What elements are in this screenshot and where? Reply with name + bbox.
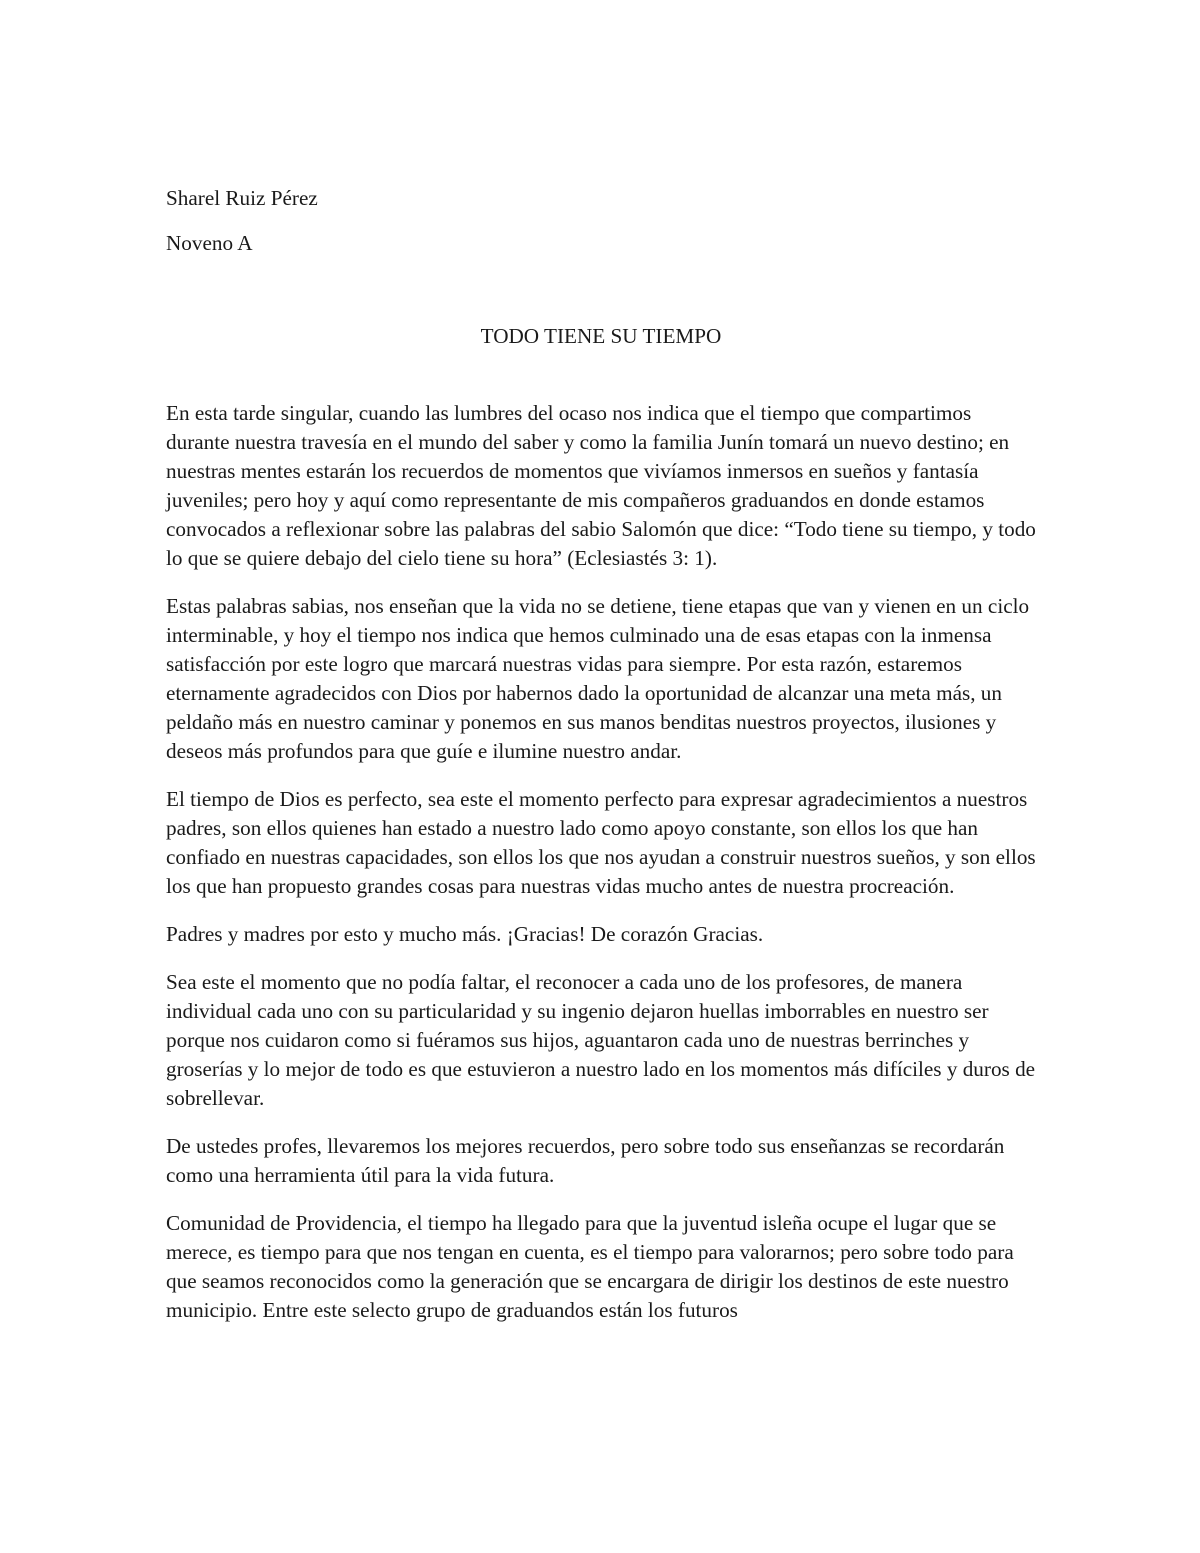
- paragraph: Estas palabras sabias, nos enseñan que la vida no se detiene, tiene etapas que van y vienen en un ciclo interminable, y hoy el tiempo nos indica que hemos culminado una de esas etapas con la inmensa satisfacción por este logro que marcará nuestras vidas para siempre. Por esta razón, estaremos eternamente agradecidos con Dios por habernos dado la oportunidad de alcanzar una meta más, un peldaño más en nuestro caminar y ponemos en sus manos benditas nuestros proyectos, ilusiones y deseos más profundos para que guíe e ilumine nuestro andar.: [166, 594, 1030, 763]
- document-body: [166, 184, 1036, 1344]
- paragraph: Padres y madres por esto y mucho más. ¡Gracias! De corazón Gracias.: [166, 922, 764, 946]
- document-title: TODO TIENE SU TIEMPO: [480, 324, 722, 348]
- paragraph: Comunidad de Providencia, el tiempo ha llegado para que la juventud isleña ocupe el lugar que se merece, es tiempo para que nos tengan en cuenta, es el tiempo para valorarnos; pero sobre todo para que seamos reconocidos como la generación que se encargara de dirigir los destinos de este nuestro municipio. Entre este selecto grupo de graduandos están los futuros: [166, 1211, 1014, 1322]
- grade-label: Noveno A: [166, 231, 253, 255]
- paragraph: Sea este el momento que no podía faltar, el reconocer a cada uno de los profesores, de manera individual cada uno con su particularidad y su ingenio dejaron huellas imborrables en nuestro ser porque nos cuidaron como si fuéramos sus hijos, aguantaron cada uno de nuestras berrinches y groserías y lo mejor de todo es que estuvieron a nuestro lado en los momentos más difíciles y duros de sobrellevar.: [166, 970, 1036, 1110]
- paragraph: El tiempo de Dios es perfecto, sea este el momento perfecto para expresar agradecimientos a nuestros padres, son ellos quienes han estado a nuestro lado como apoyo constante, son ellos los que han confiado en nuestras capacidades, son ellos los que nos ayudan a construir nuestros sueños, y son ellos los que han propuesto grandes cosas para nuestras vidas mucho antes de nuestra procreación.: [166, 787, 1036, 898]
- paragraph: De ustedes profes, llevaremos los mejores recuerdos, pero sobre todo sus enseñanzas se recordarán como una herramienta útil para la vida futura.: [166, 1134, 1005, 1187]
- author-name: Sharel Ruiz Pérez: [166, 186, 318, 210]
- paragraph: En esta tarde singular, cuando las lumbres del ocaso nos indica que el tiempo que compartimos durante nuestra travesía en el mundo del saber y como la familia Junín tomará un nuevo destino; en nuestras mentes estarán los recuerdos de momentos que vivíamos inmersos en sueños y fantasía juveniles; pero hoy y aquí como representante de mis compañeros graduandos en donde estamos convocados a reflexionar sobre las palabras del sabio Salomón que dice: “Todo tiene su tiempo, y todo lo que se quiere debajo del cielo tiene su hora” (Eclesiastés 3: 1).: [166, 401, 1036, 570]
